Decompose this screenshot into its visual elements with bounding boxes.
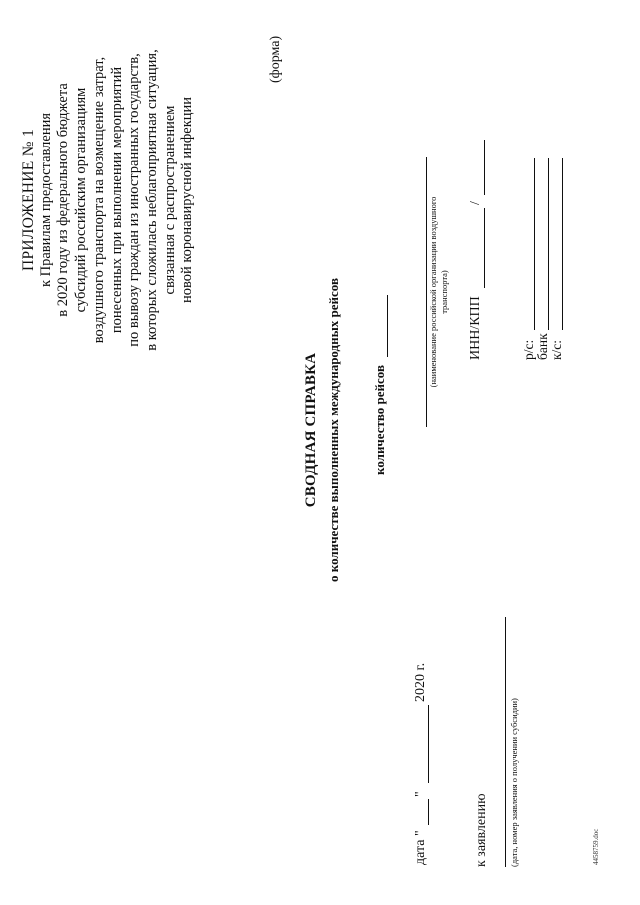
appendix-line: новой коронавирусной инфекции [179,96,196,304]
application-reference-label: к заявлению [474,793,489,867]
appendix-title: ПРИЛОЖЕНИЕ № 1 [20,128,37,272]
inn-kpp-separator: / [468,201,483,205]
bank-label: банк [535,333,550,360]
organization-name-caption: (наименование российской организации воздушного транспорта) [428,196,449,388]
file-id: 4458759.doc [592,828,600,865]
form-note: (форма) [268,35,283,83]
appendix-line: к Правилам предоставления [37,112,54,288]
appendix-line: субсидий российским организациям [73,87,90,313]
account-field[interactable] [534,158,535,330]
flight-count-label: количество рейсов [372,365,387,475]
appendix-line: по вывозу граждан из иностранных государств, [126,53,143,347]
flight-count-field[interactable] [387,295,388,357]
date-quote: " [413,791,428,797]
appendix-line: в которых сложилась неблагоприятная ситуация, [143,49,160,351]
date-month-field[interactable] [428,705,429,783]
appendix-line: воздушного транспорта на возмещение затрат, [90,56,107,344]
inn-field[interactable] [484,208,485,288]
bank-field[interactable] [548,158,549,330]
organization-name-field[interactable] [426,157,427,427]
document-subtitle: о количестве выполненных международных рейсов [326,278,341,582]
corr-account-label: к/с: [549,339,564,360]
date-label: дата " [413,830,428,865]
inn-kpp-label: ИНН/КПП [468,296,483,360]
kpp-field[interactable] [484,140,485,195]
appendix-line: в 2020 году из федерального бюджета [55,83,72,317]
date-day-field[interactable] [428,799,429,825]
application-reference-field[interactable] [505,617,506,867]
appendix-line: связанная с распространением [161,105,178,295]
appendix-line: понесенных при выполнении мероприятий [108,66,125,334]
date-year: 2020 г. [413,662,428,702]
account-label: р/с: [521,339,536,360]
bank-details [522,333,564,360]
document-title: СВОДНАЯ СПРАВКА [303,352,319,508]
corr-account-field[interactable] [562,158,563,330]
appendix-block [20,15,197,385]
application-reference-caption: (дата, номер заявления о получении субсидии) [509,698,519,867]
